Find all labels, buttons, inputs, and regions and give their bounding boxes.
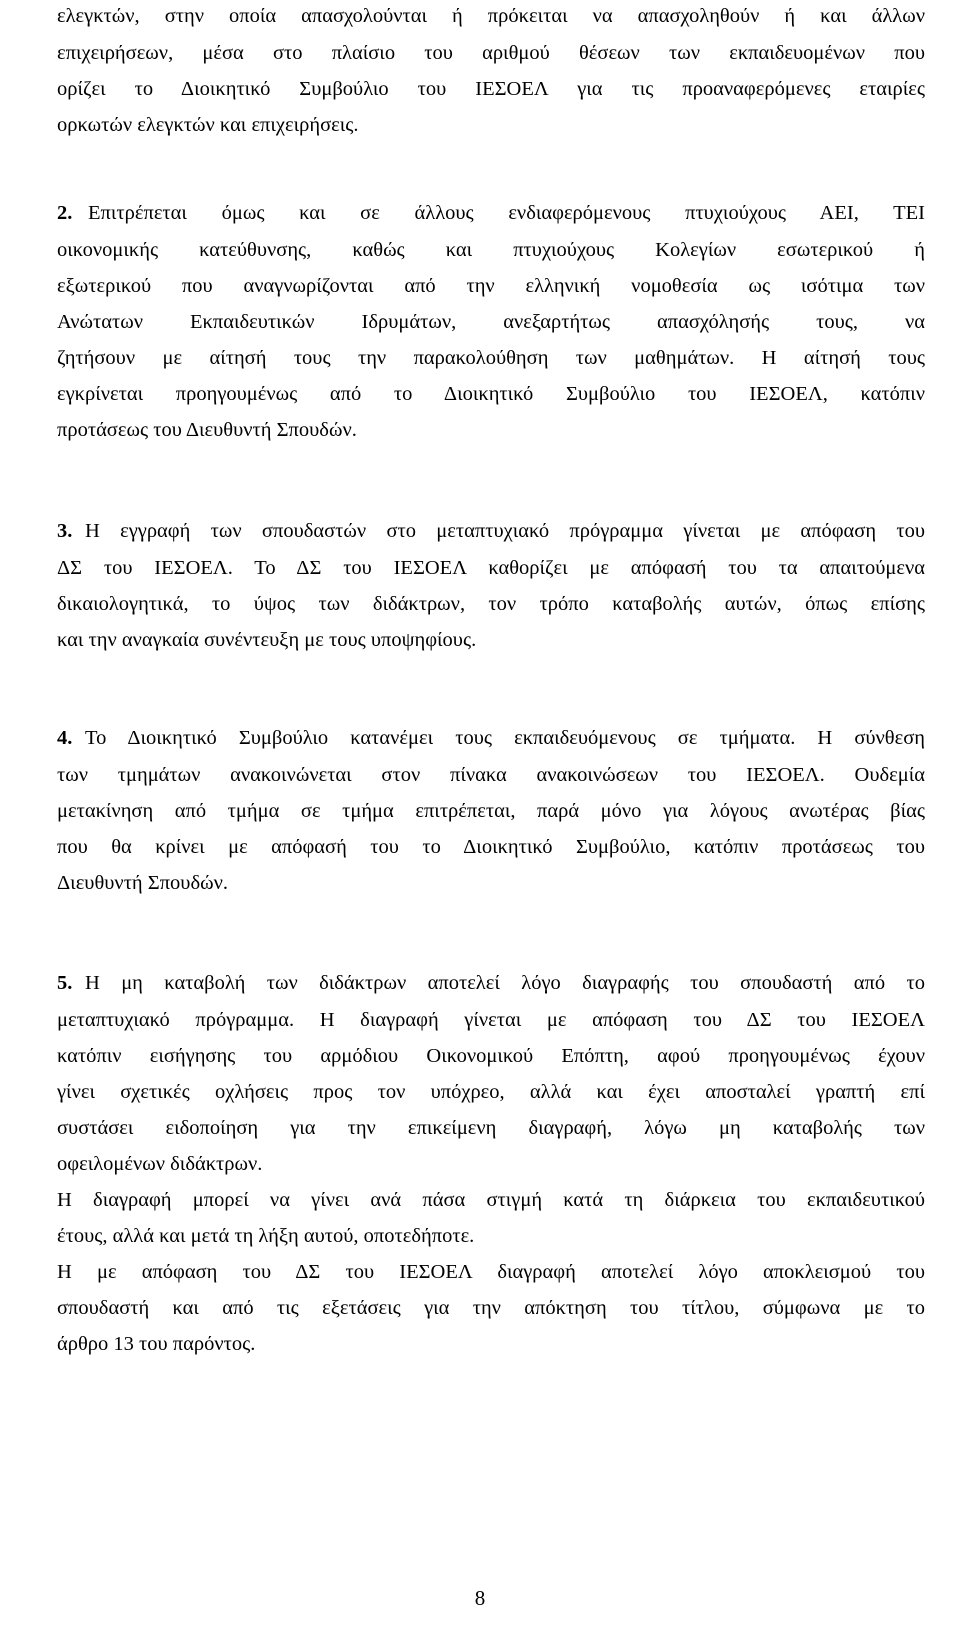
item-line: οφειλομένων διδάκτρων. — [57, 1153, 263, 1175]
item-line: Η διαγραφή μπορεί να γίνει ανά πάσα στιγμή κατά τη διάρκεια του εκπαιδευτικού — [57, 1189, 925, 1211]
item-line: Η με απόφαση του ΔΣ του ΙΕΣΟΕΛ διαγραφή αποτελεί λόγο αποκλεισμού του — [57, 1261, 925, 1283]
item-line: γίνει σχετικές οχλήσεις προς τον υπόχρεο, αλλά και έχει αποσταλεί γραπτή επί — [57, 1081, 925, 1103]
item-line: εξωτερικού που αναγνωρίζονται από την ελληνική νομοθεσία ως ισότιμα των — [57, 275, 925, 297]
intro-line: επιχειρήσεων, μέσα στο πλαίσιο του αριθμού θέσεων των εκπαιδευομένων που — [57, 42, 925, 64]
item-2-first-line: 2. Επιτρέπεται όμως και σε άλλους ενδιαφερόμενους πτυχιούχους ΑΕΙ, ΤΕΙ — [57, 202, 925, 224]
item-line: Η μη καταβολή των διδάκτρων αποτελεί λόγο διαγραφής του σπουδαστή από το — [85, 972, 925, 994]
item-number: 5. — [57, 972, 73, 994]
item-line: που θα κρίνει με απόφασή του το Διοικητικό Συμβούλιο, κατόπιν προτάσεως του — [57, 836, 925, 858]
item-line: Επιτρέπεται όμως και σε άλλους ενδιαφερόμενους πτυχιούχους ΑΕΙ, ΤΕΙ — [88, 202, 925, 224]
item-3-first-line: 3. — [57, 520, 73, 542]
item-line: δικαιολογητικά, το ύψος των διδάκτρων, τον τρόπο καταβολής αυτών, όπως επίσης — [57, 593, 925, 615]
item-line: Η εγγραφή των σπουδαστών στο μεταπτυχιακό πρόγραμμα γίνεται με απόφαση του — [85, 520, 925, 542]
item-number: 4. — [57, 727, 73, 749]
item-line: μεταπτυχιακό πρόγραμμα. Η διαγραφή γίνεται με απόφαση του ΔΣ του ΙΕΣΟΕΛ — [57, 1009, 925, 1031]
item-line: οικονομικής κατεύθυνσης, καθώς και πτυχιούχους Κολεγίων εσωτερικού ή — [57, 239, 925, 261]
item-line: Διευθυντή Σπουδών. — [57, 872, 229, 894]
item-line: και την αναγκαία συνέντευξη με τους υποψηφίους. — [57, 629, 477, 651]
item-line: εγκρίνεται προηγουμένως από το Διοικητικό Συμβούλιο του ΙΕΣΟΕΛ, κατόπιν — [57, 383, 925, 405]
page-number: 8 — [474, 1586, 486, 1610]
item-line: σπουδαστή και από τις εξετάσεις για την απόκτηση του τίτλου, σύμφωνα με το — [57, 1297, 925, 1319]
intro-line: ορίζει το Διοικητικό Συμβούλιο του ΙΕΣΟΕΛ για τις προαναφερόμενες εταιρίες — [57, 78, 925, 100]
item-line: των τμημάτων ανακοινώνεται στον πίνακα ανακοινώσεων του ΙΕΣΟΕΛ. Ουδεμία — [57, 764, 925, 786]
item-line: ζητήσουν με αίτησή τους την παρακολούθηση των μαθημάτων. Η αίτησή τους — [57, 347, 925, 369]
item-line: Ανώτατων Εκπαιδευτικών Ιδρυμάτων, ανεξαρτήτως απασχόλησής τους, να — [57, 311, 925, 333]
item-line: συστάσει ειδοποίηση για την επικείμενη διαγραφή, λόγω μη καταβολής των — [57, 1117, 925, 1139]
item-line: προτάσεως του Διευθυντή Σπουδών. — [57, 419, 357, 441]
item-line: ΔΣ του ΙΕΣΟΕΛ. Το ΔΣ του ΙΕΣΟΕΛ καθορίζει με απόφασή του τα απαιτούμενα — [57, 557, 925, 579]
item-line: μετακίνηση από τμήμα σε τμήμα επιτρέπεται, παρά μόνο για λόγους ανωτέρας βίας — [57, 800, 925, 822]
item-line: άρθρο 13 του παρόντος. — [57, 1333, 256, 1355]
intro-line: ορκωτών ελεγκτών και επιχειρήσεις. — [57, 114, 359, 136]
intro-line: ελεγκτών, στην οποία απασχολούνται ή πρόκειται να απασχοληθούν ή και άλλων — [57, 5, 925, 27]
item-line: κατόπιν εισήγησης του αρμόδιου Οικονομικού Επόπτη, αφού προηγουμένως έχουν — [57, 1045, 925, 1067]
item-line: Το Διοικητικό Συμβούλιο κατανέμει τους εκπαιδευόμενους σε τμήματα. Η σύνθεση — [85, 727, 925, 749]
item-line: έτους, αλλά και μετά τη λήξη αυτού, οποτεδήποτε. — [57, 1225, 475, 1247]
